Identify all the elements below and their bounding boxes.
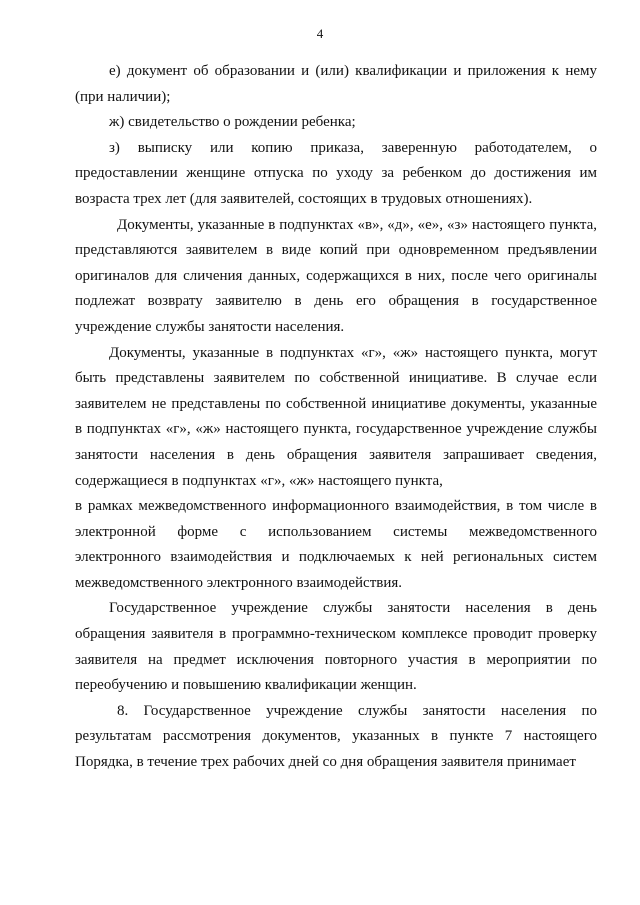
- paragraph-item-e: е) документ об образовании и (или) квалификации и приложения к нему (при наличии);: [75, 63, 597, 105]
- paragraph-verification: Государственное учреждение службы занятости населения в день обращения заявителя в программно-техническом комплексе проводит проверку заявителя на предмет исключения повторного участия в мероприятии по переобучению и повышению квалификации женщин.: [75, 600, 597, 694]
- document-body: [75, 59, 597, 776]
- paragraph-item-zh: ж) свидетельство о рождении ребенка;: [109, 114, 356, 131]
- page-number: 4: [316, 26, 324, 41]
- paragraph-interagency: в рамках межведомственного информационного взаимодействия, в том числе в электронной форме с использованием системы межведомственного электронного взаимодействия и подключаемых к ней региональных систем межведомственного электронного взаимодействия.: [75, 498, 597, 591]
- paragraph-copies-note: Документы, указанные в подпунктах «в», «д», «е», «з» настоящего пункта, представляются заявителем в виде копий при одновременном предъявлении оригиналов для сличения данных, содержащихся в них, после чего оригиналы подлежат возврату заявителю в день его обращения в государственное учреждение службы занятости населения.: [75, 216, 597, 335]
- paragraph-own-initiative: Документы, указанные в подпунктах «г», «ж» настоящего пункта, могут быть представлены заявителем по собственной инициативе. В случае если заявителем не представлены по собственной инициативе документы, указанные в подпунктах «г», «ж» настоящего пункта, государственное учреждение службы занятости населения в день обращения заявителя запрашивает сведения, содержащиеся в подпунктах «г», «ж» настоящего пункта,: [75, 344, 597, 489]
- paragraph-item-z: з) выписку или копию приказа, заверенную работодателем, о предоставлении женщине отпуска по уходу за ребенком до достижения им возраста трех лет (для заявителей, состоящих в трудовых отношениях).: [75, 139, 597, 207]
- paragraph-item-8: 8. Государственное учреждение службы занятости населения по результатам рассмотрения документов, указанных в пункте 7 настоящего Порядка, в течение трех рабочих дней со дня обращения заявителя принимает: [75, 702, 597, 771]
